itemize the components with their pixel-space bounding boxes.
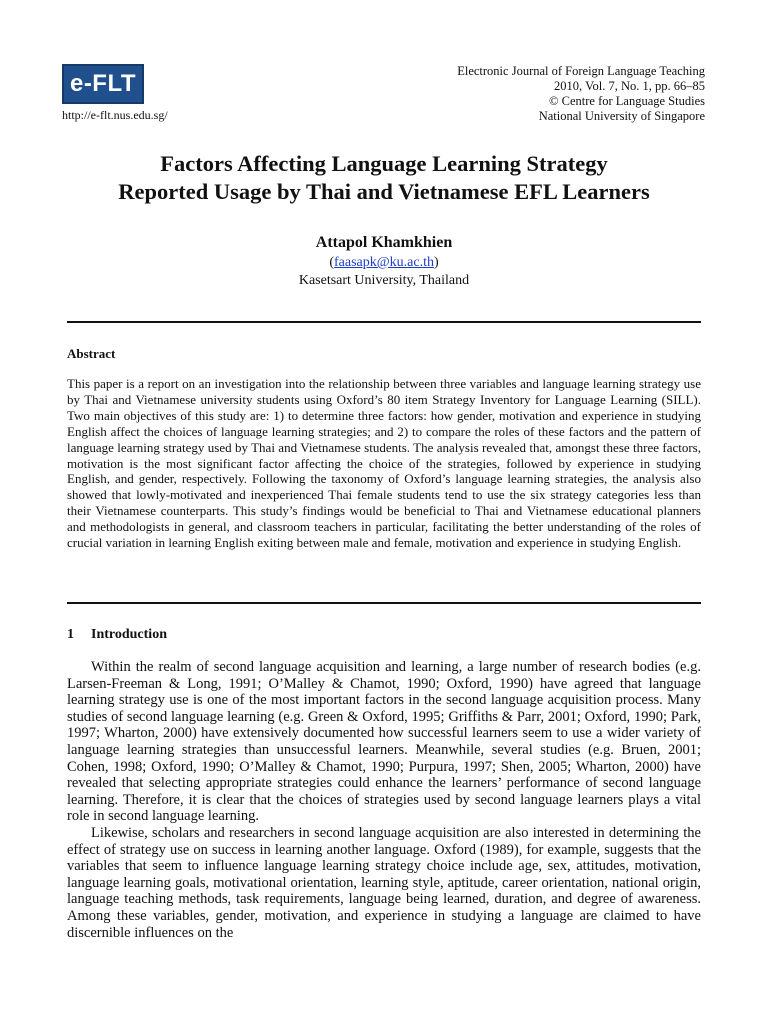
body-paragraph: Within the realm of second language acquisition and learning, a large number of research bodies (e.g. Larsen-Freeman & Long, 1991; O’Malley & Chamot, 1990; Oxford, 1990) have agreed that language learning strategy use is one of the most important factors in the second language acquisition process. Many studies of second language learning (e.g. Green & Oxford, 1995; Griffiths & Parr, 2001; Oxford, 1990; Park, 1997; Wharton, 2000) have extensively documented how successful learners seem to use a wider variety of language learning strategies than unsuccessful learners. Meanwhile, several studies (e.g. Bruen, 2001; Cohen, 1998; Oxford, 1990; O’Malley & Chamot, 1990; Purpura, 1997; Shen, 2005; Wharton, 2000) have revealed that selecting appropriate strategies could enhance the learners’ performance of second language learning. Therefore, it is clear that the choices of strategies used by second language learners plays a vital role in second language learning. — [67, 659, 701, 825]
section-number: 1 — [67, 627, 74, 642]
author-email-line — [0, 254, 768, 271]
journal-info — [457, 64, 705, 124]
section-heading — [67, 627, 167, 643]
site-url[interactable]: http://e-flt.nus.edu.sg/ — [62, 108, 168, 122]
title-line: Factors Affecting Language Learning Strategy — [160, 151, 608, 176]
title-line: Reported Usage by Thai and Vietnamese EFL Learners — [118, 179, 650, 204]
journal-info-line: 2010, Vol. 7, No. 1, pp. 66–85 — [554, 79, 705, 93]
author-name: Attapol Khamkhien — [315, 234, 453, 251]
abstract-text: This paper is a report on an investigation into the relationship between three variables and language learning strategy use by Thai and Vietnamese university students using Oxford’s 80 item Strategy Inventory for Language Learning (SILL). Two main objectives of this study are: 1) to determine three factors: how gender, motivation and experience in studying English affect the choices of language learning strategies; and 2) to compare the roles of these factors and the pattern of language learning strategy used by Thai and Vietnamese students. The analysis revealed that, amongst these three factors, motivation is the most significant factor affecting the choice of the strategies, followed by experience in studying English, and gender, respectively. Following the taxonomy of Oxford’s language learning strategies, the analysis also showed that lowly-motivated and inexperienced Thai female students tend to use the six strategy categories less than their Vietnamese counterparts. This study’s findings would be beneficial to Thai and Vietnamese educational planners and methodologists in general, and classroom teachers in particular, facilitating the better understanding of the roles of crucial variation in learning English exiting between male and female, motivation and experience in studying English. — [67, 376, 701, 551]
journal-info-line: Electronic Journal of Foreign Language Teaching — [457, 64, 705, 78]
email-paren-close: ) — [433, 255, 439, 270]
author-affiliation: Kasetsart University, Thailand — [298, 273, 470, 288]
introduction-body — [67, 659, 701, 941]
divider-bottom — [67, 602, 701, 604]
journal-info-line: National University of Singapore — [538, 109, 705, 123]
abstract-heading: Abstract — [67, 346, 116, 361]
email-paren-open: ( — [329, 255, 335, 270]
paper-title — [60, 150, 708, 206]
body-paragraph: Likewise, scholars and researchers in second language acquisition are also interested in determining the effect of strategy use on success in learning another language. Oxford (1989), for example, suggests that the variables that seem to influence language learning strategy choice include age, sex, attitudes, motivation, language learning goals, motivational orientation, learning style, aptitude, career orientation, national origin, language teaching methods, task requirements, language being learned, duration, and degree of awareness. Among these variables, gender, motivation, and experience in studying a language are claimed to have discernible influences on the — [67, 824, 701, 941]
section-title: Introduction — [91, 627, 167, 642]
journal-info-line: © Centre for Language Studies — [549, 94, 705, 108]
divider-top — [67, 321, 701, 323]
eflt-logo: e-FLT — [62, 64, 144, 104]
author-email-link[interactable]: faasapk@ku.ac.th — [334, 255, 434, 270]
